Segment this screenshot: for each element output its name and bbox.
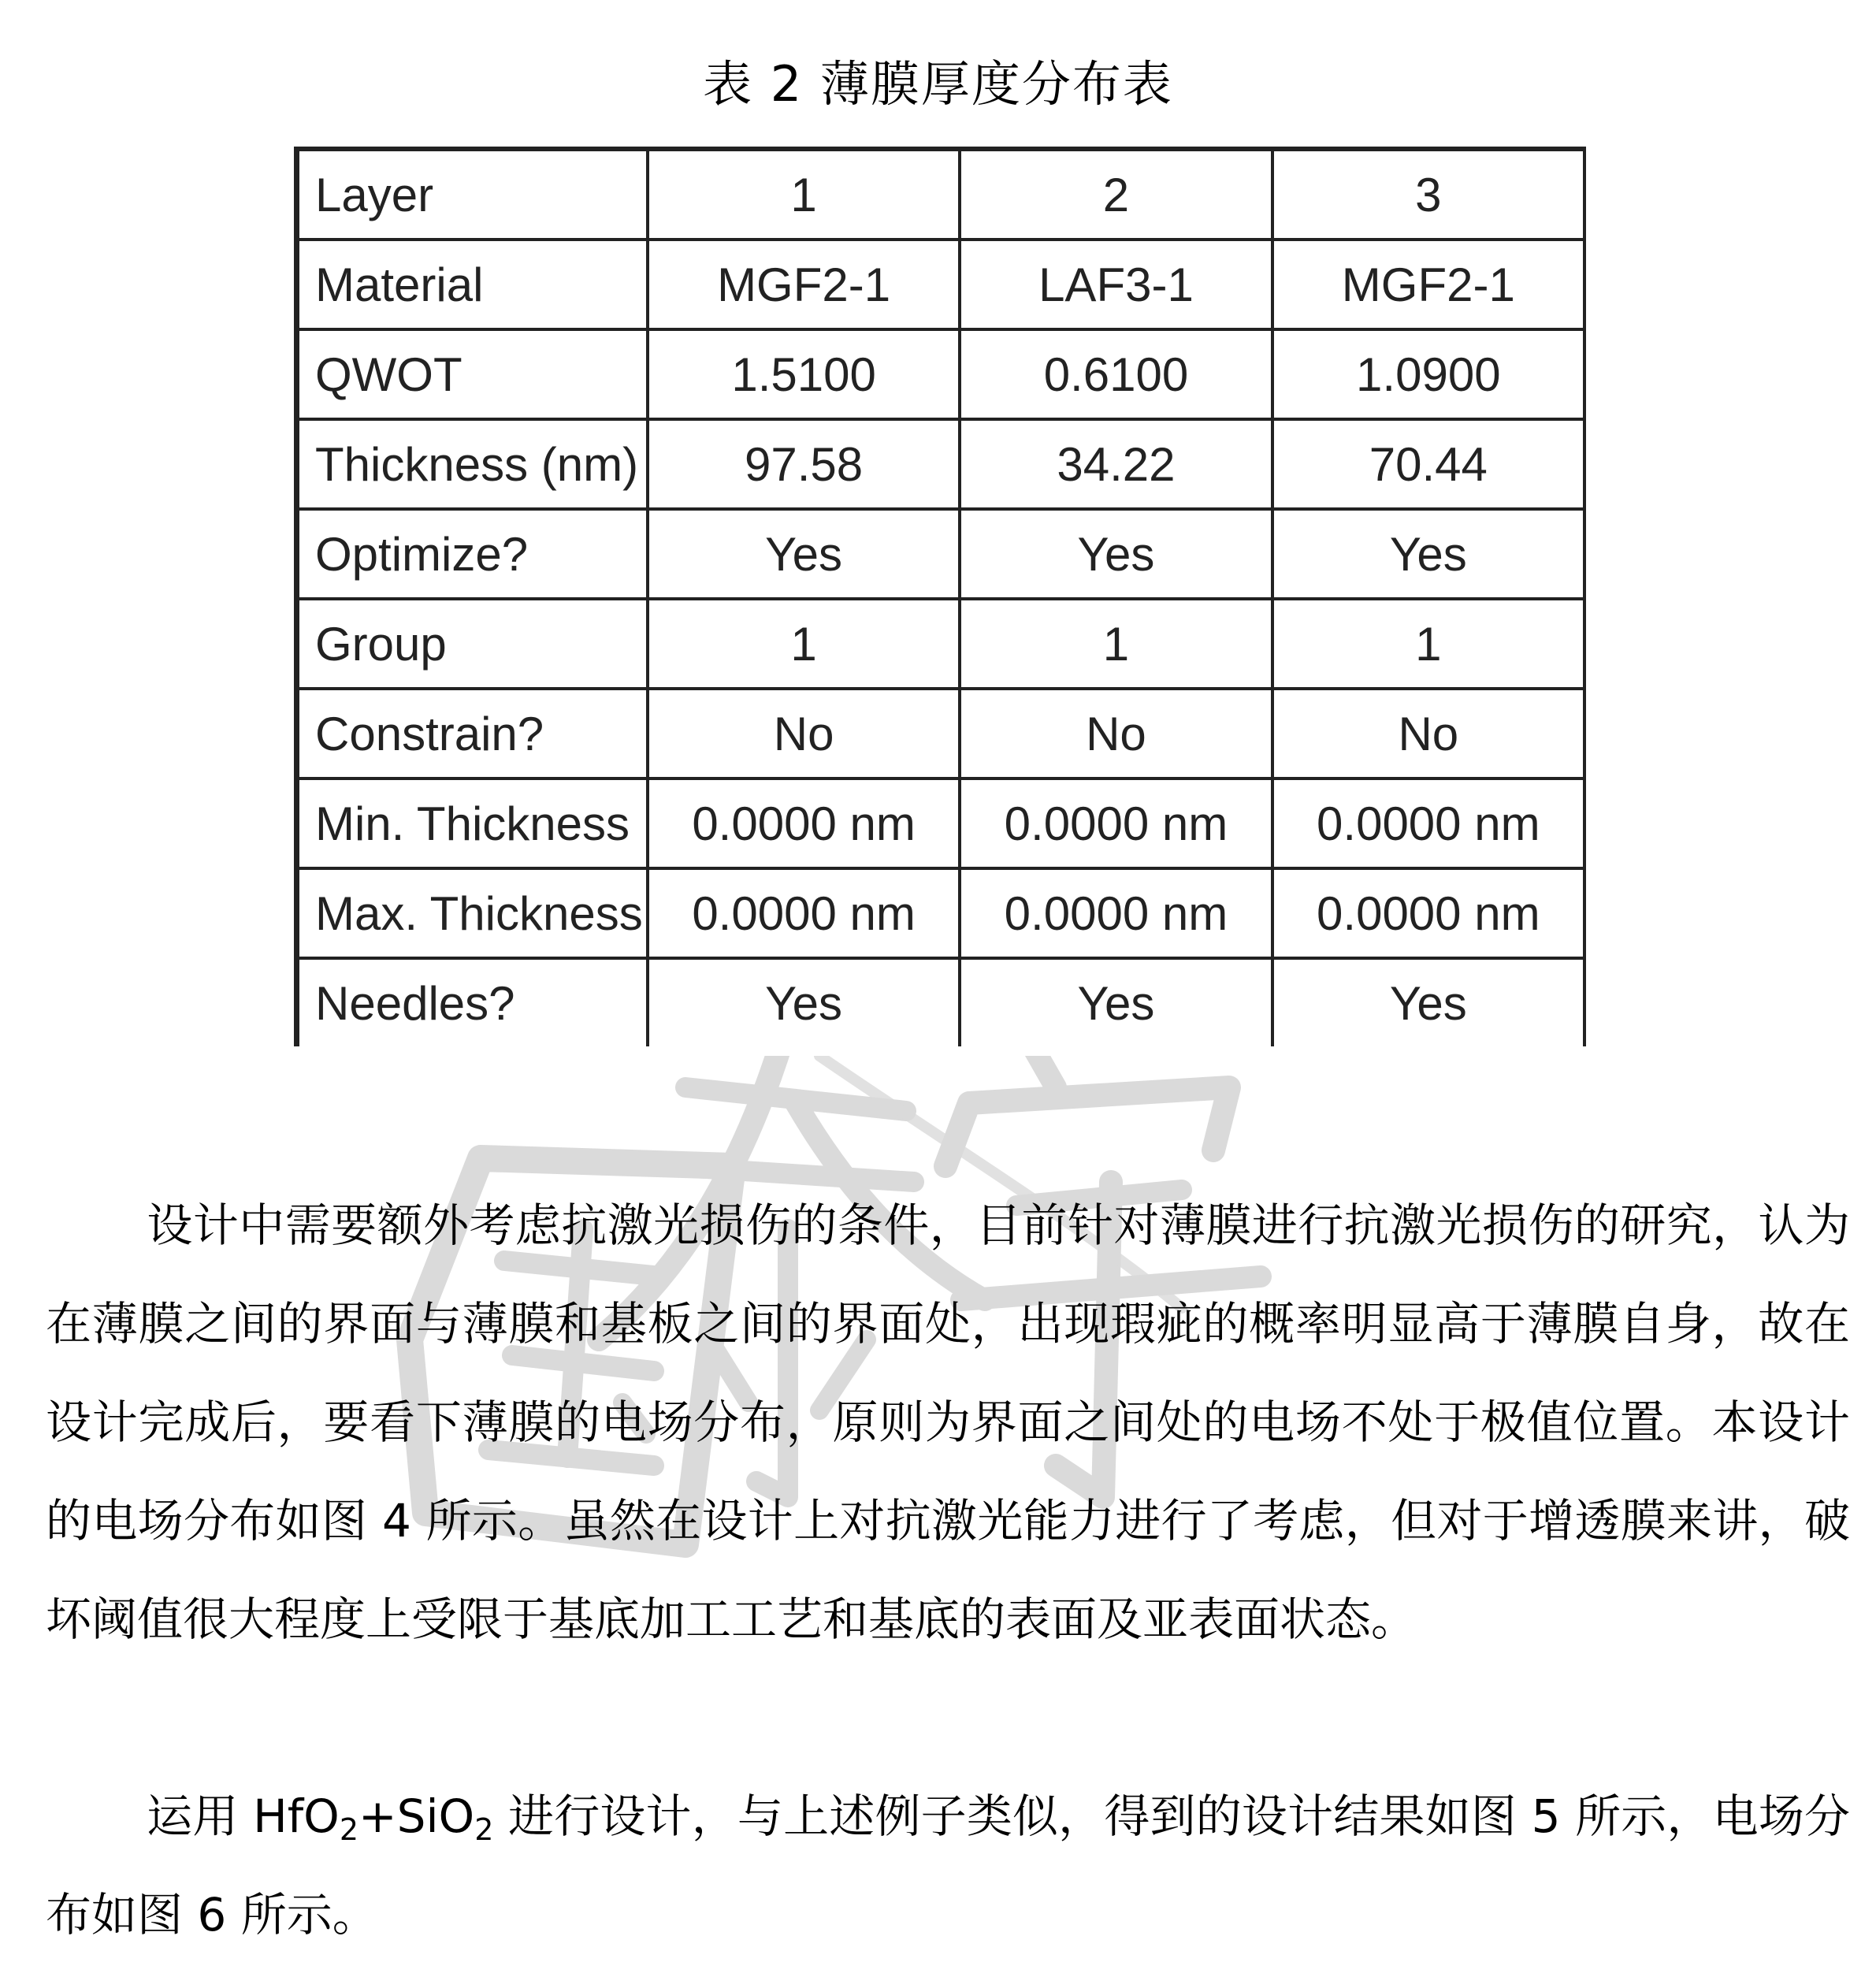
table-cell: Yes: [960, 958, 1272, 1046]
table-row: [297, 689, 1585, 778]
table-cell: 2: [960, 149, 1272, 240]
table-cell: 70.44: [1272, 419, 1584, 509]
table-cell: 1: [1272, 599, 1584, 689]
table-row: [297, 509, 1585, 599]
table-row: [297, 329, 1585, 419]
table-cell: MGF2-1: [648, 240, 960, 329]
body-paragraph-1: [46, 1176, 1850, 1669]
subscript: 2: [339, 1812, 359, 1847]
row-label: Optimize?: [297, 509, 648, 599]
table-cell: No: [1272, 689, 1584, 778]
row-label: Constrain?: [297, 689, 648, 778]
body-paragraph-2: [46, 1767, 1850, 1964]
layer-table-image: [294, 147, 1586, 1056]
table-row: [297, 778, 1585, 868]
table-cell: 0.0000 nm: [648, 868, 960, 958]
paragraph-text: 进行设计，与上述例子类似，得到的设计结果如图 5 所示，电场分布如图 6 所示。: [46, 1789, 1850, 1942]
table-cell: 0.0000 nm: [648, 778, 960, 868]
paragraph-text: 设计中需要额外考虑抗激光损伤的条件，目前针对薄膜进行抗激光损伤的研究，认为在薄膜之间的界面与薄膜和基板之间的界面处，出现瑕疵的概率明显高于薄膜自身，故在设计完成后，要看下薄膜的电场分布，原则为界面之间处的电场不处于极值位置。本设计的电场分布如图 4 所示。虽然在设计上对抗激光能力进行了考虑，但对于增透膜来讲，破坏阈值很大程度上受限于基底加工工艺和基底的表面及亚表面状态。: [46, 1198, 1850, 1646]
table-row: [297, 419, 1585, 509]
table-row: [297, 868, 1585, 958]
layer-table: [294, 147, 1586, 1046]
table-cell: 97.58: [648, 419, 960, 509]
table-cell: Yes: [1272, 958, 1584, 1046]
table-cell: Yes: [960, 509, 1272, 599]
row-label: Max. Thickness: [297, 868, 648, 958]
row-label: QWOT: [297, 329, 648, 419]
table-caption: 表 2 薄膜厚度分布表: [703, 55, 1173, 113]
table-row: [297, 149, 1585, 240]
row-label: Material: [297, 240, 648, 329]
paragraph-text: 运用 HfO: [147, 1789, 340, 1843]
row-label: Layer: [297, 149, 648, 240]
table-cell: 34.22: [960, 419, 1272, 509]
row-label: Needles?: [297, 958, 648, 1046]
table-cell: 0.0000 nm: [960, 868, 1272, 958]
table-cell: 1.5100: [648, 329, 960, 419]
table-row: [297, 240, 1585, 329]
table-cell: 1: [648, 149, 960, 240]
table-cell: 0.0000 nm: [1272, 778, 1584, 868]
table-row: [297, 958, 1585, 1046]
paragraph-text: +SiO: [358, 1789, 475, 1843]
table-cell: No: [648, 689, 960, 778]
row-label: Thickness (nm): [297, 419, 648, 509]
table-cell: 1: [960, 599, 1272, 689]
subscript: 2: [474, 1812, 494, 1847]
table-cell: 1.0900: [1272, 329, 1584, 419]
table-cell: 0.0000 nm: [960, 778, 1272, 868]
table-cell: 0.0000 nm: [1272, 868, 1584, 958]
table-cell: Yes: [648, 509, 960, 599]
table-cell: 0.6100: [960, 329, 1272, 419]
table-cell: No: [960, 689, 1272, 778]
row-label: Min. Thickness: [297, 778, 648, 868]
table-cell: MGF2-1: [1272, 240, 1584, 329]
table-cell: 1: [648, 599, 960, 689]
table-cell: 3: [1272, 149, 1584, 240]
row-label: Group: [297, 599, 648, 689]
table-row: [297, 599, 1585, 689]
table-cell: LAF3-1: [960, 240, 1272, 329]
table-cell: Yes: [1272, 509, 1584, 599]
table-cell: Yes: [648, 958, 960, 1046]
